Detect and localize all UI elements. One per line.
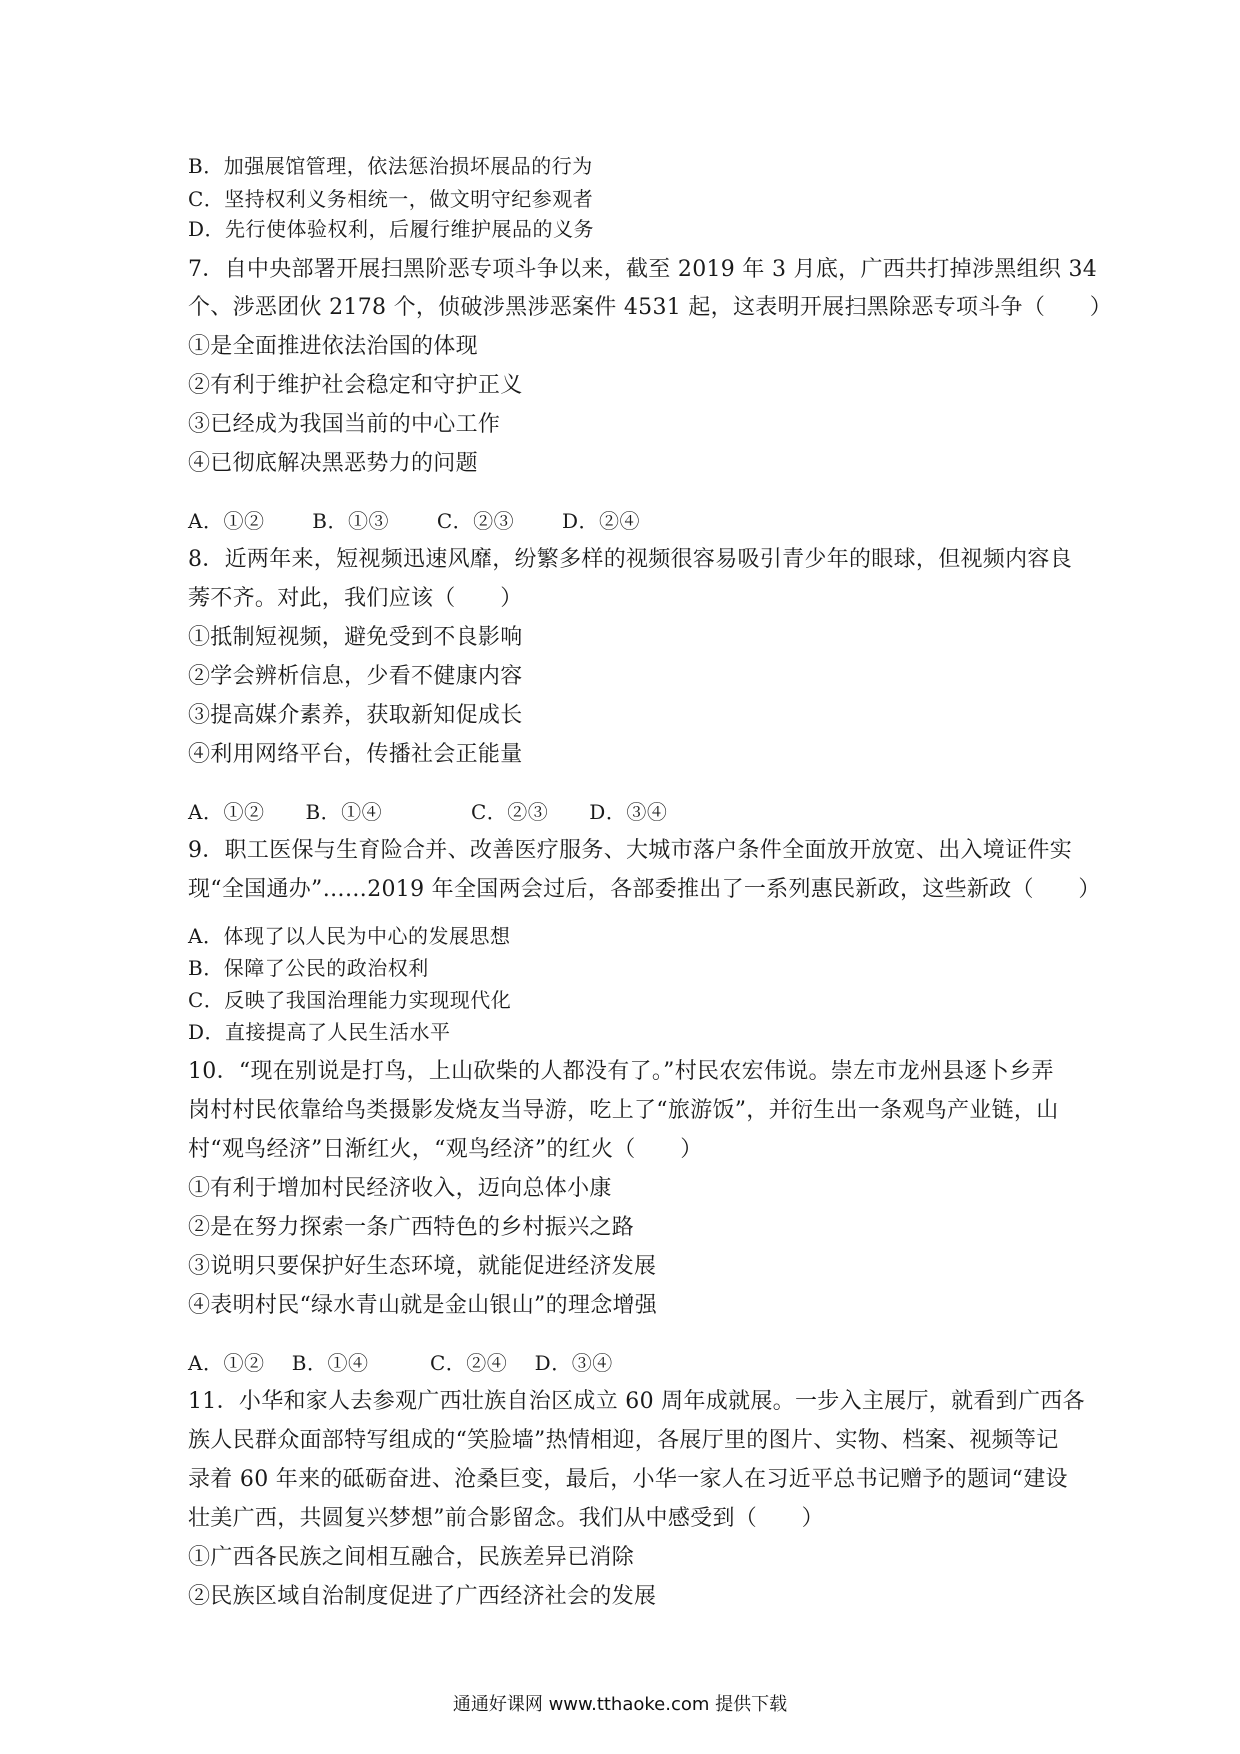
q11-statement-1: ①广西各民族之间相互融合，民族差异已消除 [188,1545,635,1570]
q8-statement-3: ③提高媒介素养，获取新知促成长 [188,703,523,728]
q7-answer-options: A．①② B．①③ C．②③ D．②④ [188,509,641,533]
question-11-line-1: 11．小华和家人去参观广西壮族自治区成立 60 周年成就展。一步入主展厅，就看到广西各 [188,1389,1085,1414]
q8-answer-options: A．①② B．①④ C．②③ D．③④ [188,800,668,824]
q7-statement-4: ④已彻底解决黑恶势力的问题 [188,451,478,476]
q10-statement-3: ③说明只要保护好生态环境，就能促进经济发展 [188,1254,657,1279]
q8-statement-4: ④利用网络平台，传播社会正能量 [188,742,523,767]
question-11-line-4: 壮美广西，共圆复兴梦想”前合影留念。我们从中感受到（ ） [188,1506,824,1531]
question-8-line-2: 莠不齐。对此，我们应该（ ） [188,586,523,611]
q10-answer-options: A．①② B．①④ C．②④ D．③④ [188,1351,613,1375]
q9-option-d: D．直接提高了人民生活水平 [188,1020,451,1044]
option-c-q6: C．坚持权利义务相统一，做文明守纪参观者 [188,187,594,211]
q8-statement-1: ①抵制短视频，避免受到不良影响 [188,625,523,650]
question-8-line-1: 8．近两年来，短视频迅速风靡，纷繁多样的视频很容易吸引青少年的眼球，但视频内容良 [188,547,1072,572]
q7-statement-3: ③已经成为我国当前的中心工作 [188,412,501,437]
question-7-line-2: 个、涉恶团伙 2178 个，侦破涉黑涉恶案件 4531 起，这表明开展扫黑除恶专项斗争（ ） [188,295,1113,320]
question-10-line-2: 岗村村民依靠给鸟类摄影发烧友当导游，吃上了“旅游饭”，并衍生出一条观鸟产业链，山 [188,1098,1059,1123]
question-7-line-1: 7．自中央部署开展扫黑阶恶专项斗争以来，截至 2019 年 3 月底，广西共打掉涉黑组织 34 [188,257,1098,282]
question-10-line-1: 10．“现在别说是打鸟，上山砍柴的人都没有了。”村民农宏伟说。崇左市龙州县逐卜乡弄 [188,1059,1054,1084]
q7-statement-1: ①是全面推进依法治国的体现 [188,334,478,359]
question-9-line-1: 9．职工医保与生育险合并、改善医疗服务、大城市落户条件全面放开放宽、出入境证件实 [188,838,1072,863]
q11-statement-2: ②民族区域自治制度促进了广西经济社会的发展 [188,1584,657,1609]
q8-statement-2: ②学会辨析信息，少看不健康内容 [188,664,523,689]
q9-option-c: C．反映了我国治理能力实现现代化 [188,988,512,1012]
q10-statement-1: ①有利于增加村民经济收入，迈向总体小康 [188,1176,612,1201]
page-footer: 通通好课网 www.tthaoke.com 提供下载 [452,1694,788,1715]
q9-option-a: A．体现了以人民为中心的发展思想 [188,924,511,948]
question-9-line-2: 现“全国通办”……2019 年全国两会过后，各部委推出了一系列惠民新政，这些新政（ ） [188,877,1101,902]
q10-statement-2: ②是在努力探索一条广西特色的乡村振兴之路 [188,1215,635,1240]
question-11-line-3: 录着 60 年来的砥砺奋进、沧桑巨变，最后，小华一家人在习近平总书记赠予的题词“建设 [188,1467,1068,1492]
option-b-q6: B．加强展馆管理，依法惩治损坏展品的行为 [188,154,593,178]
question-10-line-3: 村“观鸟经济”日渐红火，“观鸟经济”的红火（ ） [188,1137,703,1162]
option-d-q6: D．先行使体验权利，后履行维护展品的义务 [188,217,595,241]
q7-statement-2: ②有利于维护社会稳定和守护正义 [188,373,523,398]
question-11-line-2: 族人民群众面部特写组成的“笑脸墙”热情相迎，各展厅里的图片、实物、档案、视频等记 [188,1428,1059,1453]
q9-option-b: B．保障了公民的政治权利 [188,956,429,980]
q10-statement-4: ④表明村民“绿水青山就是金山银山”的理念增强 [188,1293,658,1318]
